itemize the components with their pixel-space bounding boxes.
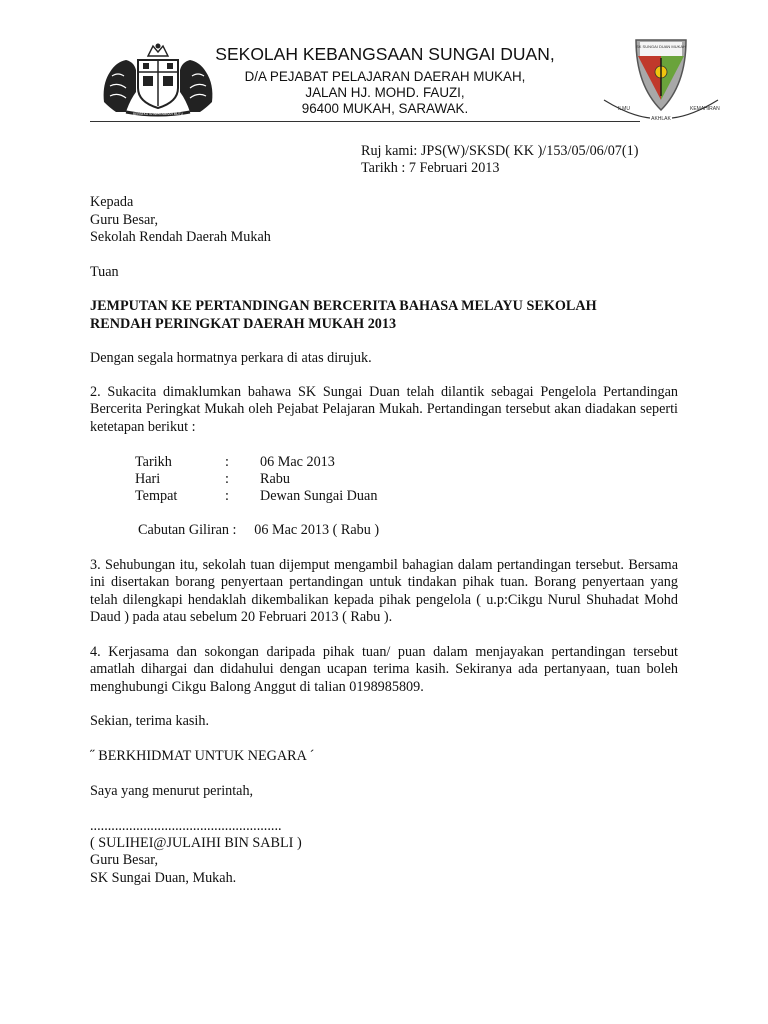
paragraph-2: 2. Sukacita dimaklumkan bahawa SK Sungai Duan telah dilantik sebagai Pengelola Pertandingan Bercerita Peringkat Mukah oleh Pejabat Pelajaran Mukah. Pertandingan tersebut akan diadakan seperti ketetapan berikut : <box>90 384 678 435</box>
school-crest-logo <box>600 30 722 126</box>
school-crest-left-word: ILMU <box>618 106 630 112</box>
subject-line-1: JEMPUTAN KE PERTANDINGAN BERCERITA BAHASA MELAYU SEKOLAH <box>90 298 597 314</box>
signatory-title: Guru Besar, <box>90 852 158 868</box>
letterhead-divider <box>90 121 640 122</box>
opening-line: Dengan segala hormatnya perkara di atas dirujuk. <box>90 350 372 366</box>
address-line-3: 96400 MUKAH, SARAWAK. <box>301 101 469 116</box>
school-name: SEKOLAH KEBANGSAAN SUNGAI DUAN, <box>215 44 555 64</box>
detail-label-hari: Hari <box>135 471 161 487</box>
recipient-school: Sekolah Rendah Daerah Mukah <box>90 229 271 245</box>
closing-motto: ˝ BERKHIDMAT UNTUK NEGARA ˊ <box>90 748 315 764</box>
detail-value-tempat: Dewan Sungai Duan <box>260 488 378 504</box>
detail-separator: : <box>225 471 229 487</box>
address-line-2: JALAN HJ. MOHD. FAUZI, <box>305 85 465 100</box>
state-crest-motto: BERSEKUTU BERTAMBAH MUTU <box>132 112 184 116</box>
detail-value-hari: Rabu <box>260 471 290 487</box>
school-crest-right-word: KEMAHIRAN <box>690 106 720 112</box>
recipient-title: Guru Besar, <box>90 212 158 228</box>
signature-line: ...................................................... <box>90 818 282 834</box>
letter-date: Tarikh : 7 Februari 2013 <box>361 160 500 176</box>
signatory-school: SK Sungai Duan, Mukah. <box>90 870 237 886</box>
recipient-kepada: Kepada <box>90 194 134 210</box>
detail-separator: : <box>225 488 229 504</box>
closing-order: Saya yang menurut perintah, <box>90 783 254 799</box>
salutation: Tuan <box>90 264 119 280</box>
paragraph-4: 4. Kerjasama dan sokongan daripada pihak tuan/ puan dalam menjayakan pertandingan tersebut amatlah dihargai dan didahului dengan ucapan terima kasih. Sekiranya ada pertanyaan, tuan boleh menghubungi Cikgu Balong Anggut di talian 0198985809. <box>90 644 678 695</box>
address-line-1: D/A PEJABAT PELAJARAN DAERAH MUKAH, <box>244 69 526 84</box>
closing-thanks: Sekian, terima kasih. <box>90 713 209 729</box>
detail-label-tarikh: Tarikh <box>135 454 172 470</box>
subject-line-2: RENDAH PERINGKAT DAERAH MUKAH 2013 <box>90 316 397 332</box>
detail-label-tempat: Tempat <box>135 488 178 504</box>
paragraph-3: 3. Sehubungan itu, sekolah tuan dijemput mengambil bahagian dalam pertandingan tersebut. Bersama ini disertakan borang penyertaan pertandingan untuk tindakan pihak tuan. Borang penyertaan yang telah dilengkapi hendaklah dikembalikan kepada pihak pengelola ( u.p:Cikgu Nurul Shuhadat Mohd Daud ) pada atau sebelum 20 Februari 2013 ( Rabu ). <box>90 557 678 625</box>
signatory-name: ( SULIHEI@JULAIHI BIN SABLI ) <box>90 835 302 851</box>
school-crest-center-word: AKHLAK <box>651 116 671 122</box>
cabutan-giliran: Cabutan Giliran : 06 Mac 2013 ( Rabu ) <box>138 522 380 538</box>
detail-separator: : <box>225 454 229 470</box>
reference-number: Ruj kami: JPS(W)/SKSD( KK )/153/05/06/07(1) <box>361 143 639 159</box>
detail-value-tarikh: 06 Mac 2013 <box>260 454 335 470</box>
school-crest-top-text: SK SUNGAI DUAN MUKAH <box>636 44 686 49</box>
